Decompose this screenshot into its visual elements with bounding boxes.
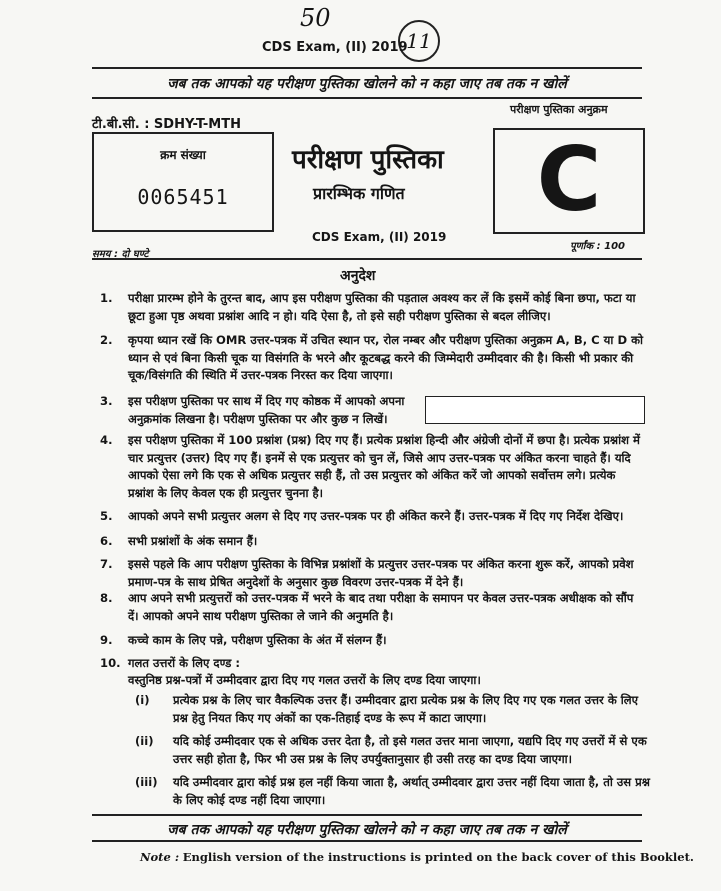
top-warning-banner: जब तक आपको यह परीक्षण पुस्तिका खोलने को न कहा जाए तब तक न खोलें <box>167 76 567 92</box>
instruction-number: 5. <box>100 509 113 523</box>
penalty-text: प्रत्येक प्रश्न के लिए चार वैकल्पिक उत्तर हैं। उम्मीदवार द्वारा प्रत्येक प्रश्न के लिए दिए गए एक गलत उत्तर के लिए प्रश्न हेतु नियत किए गए अंकों का एक-तिहाई दण्ड के रूप में काटा जाएगा। <box>173 693 639 725</box>
instruction-text: गलत उत्तरों के लिए दण्ड : <box>128 656 240 670</box>
penalty-item-3 <box>135 774 650 809</box>
instructions-heading: अनुदेश <box>340 268 376 284</box>
instruction-text: इस परीक्षण पुस्तिका में 100 प्रश्नांश (प्रश्न) दिए गए हैं। प्रत्येक प्रश्नांश हिन्दी और अंग्रेजी दोनों में छपा है। प्रत्येक प्रश्नांश में चार प्रत्युत्तर (उत्तर) दिए गए हैं। इनमें से एक प्रत्युत्तर को चुन लें, जिसे आप उत्तर-पत्रक पर अंकित करना चाहते हैं। यदि आपको ऐसा लगे कि एक से अधिक प्रत्युत्तर सही हैं, तो उस प्रत्युत्तर को अंकित करें जो आपको सर्वोत्तम लगे। प्रत्येक प्रश्नांश के लिए केवल एक ही प्रत्युत्तर चुनना है। <box>128 433 640 500</box>
penalty-intro: वस्तुनिष्ठ प्रश्न-पत्रों में उम्मीदवार द्वारा दिए गए गलत उत्तरों के लिए दण्ड दिया जाएगा। <box>128 673 481 687</box>
instruction-text: कृपया ध्यान रखें कि OMR उत्तर-पत्रक में उचित स्थान पर, रोल नम्बर और परीक्षण पुस्तिका अनुक्रम A, B, C या D को ध्यान से एवं बिना किसी चूक या विसंगति के भरने और कूटबद्ध करने की जिम्मेदारी उम्मीदवार की है। किसी भी प्रकार की चूक/विसंगति की स्थिति में उत्तर-पत्रक निरस्त कर दिया जाएगा। <box>128 333 644 382</box>
instruction-item-9 <box>100 632 645 650</box>
series-letter: C <box>536 128 602 231</box>
bottom-rule-2 <box>92 840 642 842</box>
tbc-code: टी.बी.सी. : SDHY-T-MTH <box>92 117 241 132</box>
instruction-number: 1. <box>100 291 113 305</box>
serial-box <box>92 132 274 232</box>
series-box <box>493 128 645 234</box>
english-note <box>140 850 694 864</box>
instruction-item-5 <box>100 508 645 526</box>
instruction-text: परीक्षा प्रारम्भ होने के तुरन्त बाद, आप इस परीक्षण पुस्तिका की पड़ताल अवश्य कर लें कि इसमें कोई बिना छपा, फटा या छूटा हुआ पृष्ठ अथवा प्रश्नांश आदि न हो। यदि ऐसा है, तो इसे सही परीक्षण पुस्तिका से बदल लीजिए। <box>128 291 636 323</box>
penalty-number: (iii) <box>135 775 158 789</box>
penalty-text: यदि कोई उम्मीदवार एक से अधिक उत्तर देता है, तो इसे गलत उत्तर माना जाएगा, यद्यपि दिए गए उत्तरों में से एक उत्तर सही होता है, फिर भी उस प्रश्न के लिए उपर्युक्तानुसार ही उसी तरह का दण्ड दिया जाएगा। <box>173 734 647 766</box>
instruction-number: 2. <box>100 333 113 347</box>
instruction-item-1 <box>100 290 645 325</box>
instruction-number: 7. <box>100 557 113 571</box>
penalty-item-2 <box>135 733 650 768</box>
instruction-text: इससे पहले कि आप परीक्षण पुस्तिका के विभिन्न प्रश्नांशों के प्रत्युत्तर उत्तर-पत्रक पर अंकित करना शुरू करें, आपको प्रवेश प्रमाण-पत्र के साथ प्रेषित अनुदेशों के अनुसार कुछ विवरण उत्तर-पत्रक में देने हैं। <box>128 557 634 589</box>
booklet-series-label: परीक्षण पुस्तिका अनुक्रम <box>510 103 608 116</box>
penalty-item-1 <box>135 692 650 727</box>
instruction-item-8 <box>100 590 645 625</box>
serial-label: क्रम संख्या <box>160 148 206 162</box>
note-text: English version of the instructions is printed on the back cover of this Booklet. <box>182 850 694 864</box>
exam-title: CDS Exam, (II) 2019 <box>262 40 408 55</box>
penalty-number: (i) <box>135 693 150 707</box>
note-label: Note : <box>140 850 180 864</box>
subject-title: प्रारम्भिक गणित <box>313 184 405 203</box>
instruction-text: कच्चे काम के लिए पन्ने, परीक्षण पुस्तिका के अंत में संलग्न हैं। <box>128 633 387 647</box>
instruction-item-7 <box>100 556 645 591</box>
instruction-number: 4. <box>100 433 113 447</box>
time-label: समय : दो घण्टे <box>92 249 149 260</box>
instruction-number: 9. <box>100 633 113 647</box>
exam-center-title: CDS Exam, (II) 2019 <box>312 230 447 244</box>
bottom-rule <box>92 814 642 816</box>
instruction-text: इस परीक्षण पुस्तिका पर साथ में दिए गए कोष्ठक में आपको अपना अनुक्रमांक लिखना है। परीक्षण पुस्तिका पर और कुछ न लिखें। <box>128 394 405 426</box>
handwritten-circled-number: 11 <box>406 29 432 53</box>
penalty-text: यदि उम्मीदवार द्वारा कोई प्रश्न हल नहीं किया जाता है, अर्थात् उम्मीदवार द्वारा उत्तर नहीं दिया जाता है, तो उस प्रश्न के लिए कोई दण्ड नहीं दिया जाएगा। <box>173 775 650 807</box>
penalty-number: (ii) <box>135 734 154 748</box>
instruction-number: 3. <box>100 394 113 408</box>
instruction-item-6 <box>100 533 645 551</box>
instruction-item-10 <box>100 655 645 673</box>
bottom-warning-banner: जब तक आपको यह परीक्षण पुस्तिका खोलने को न कहा जाए तब तक न खोलें <box>167 822 567 838</box>
instruction-number: 10. <box>100 656 121 670</box>
instruction-text: सभी प्रश्नांशों के अंक समान हैं। <box>128 534 258 548</box>
instruction-number: 8. <box>100 591 113 605</box>
instruction-number: 6. <box>100 534 113 548</box>
instruction-item-2 <box>100 332 645 385</box>
booklet-title: परीक्षण पुस्तिका <box>292 145 444 175</box>
instruction-item-3 <box>100 393 410 428</box>
top-rule <box>92 67 642 69</box>
instruction-text: आप अपने सभी प्रत्युत्तरों को उत्तर-पत्रक में भरने के बाद तथा परीक्षा के समापन पर केवल उत्तर-पत्रक अधीक्षक को सौंप दें। आपको अपने साथ परीक्षण पुस्तिका ले जाने की अनुमति है। <box>128 591 634 623</box>
handwritten-number: 50 <box>300 4 331 32</box>
top-rule-2 <box>92 97 642 99</box>
serial-number: 0065451 <box>137 185 229 209</box>
instruction-text: आपको अपने सभी प्रत्युत्तर अलग से दिए गए उत्तर-पत्रक पर ही अंकित करने हैं। उत्तर-पत्रक में दिए गए निर्देश देखिए। <box>128 509 624 523</box>
marks-label: पूर्णांक : 100 <box>570 241 626 252</box>
instruction-item-4 <box>100 432 645 502</box>
header-bottom-rule <box>92 258 642 260</box>
roll-number-entry-box[interactable] <box>425 396 645 424</box>
